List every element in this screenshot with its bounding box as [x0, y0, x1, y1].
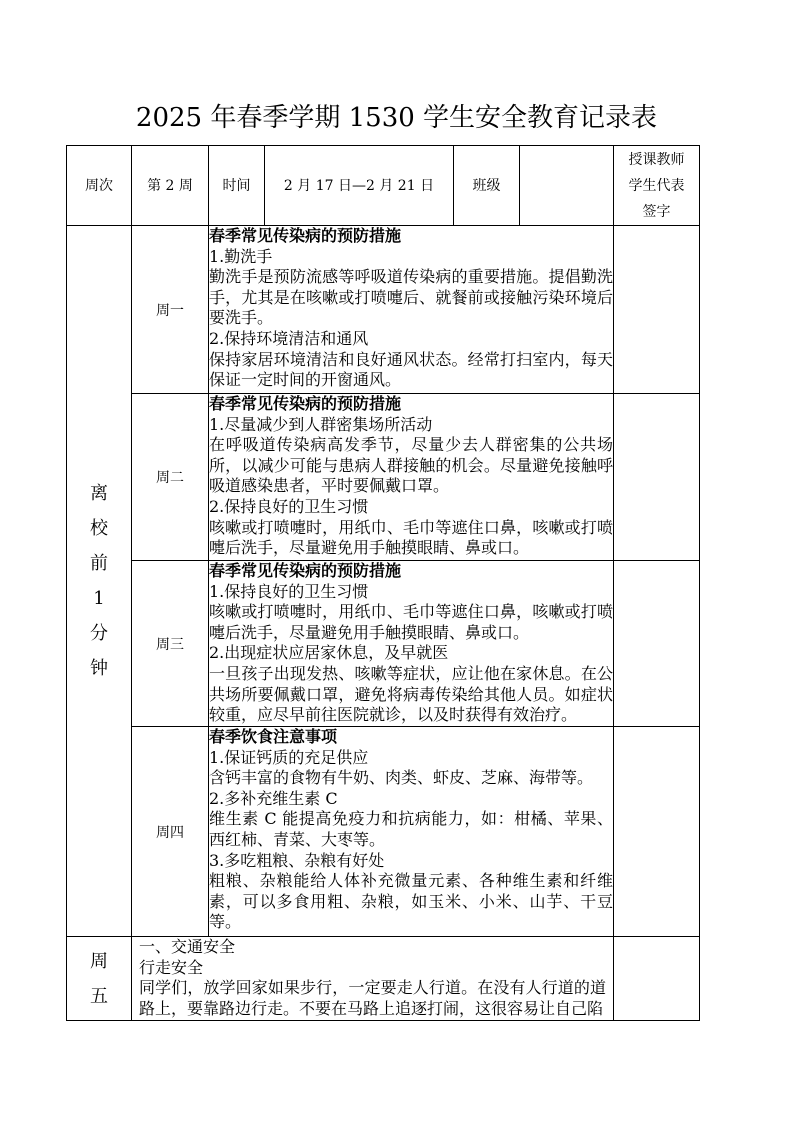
day-content	[209, 226, 613, 392]
day-label: 周二	[132, 394, 209, 561]
day-row-wednesday	[67, 561, 700, 727]
item-heading: 1.保持良好的卫生习惯	[209, 581, 369, 601]
day-content-cell	[209, 226, 614, 394]
day-label: 周四	[132, 727, 209, 937]
day-content-cell	[209, 727, 614, 937]
day-content-cell	[209, 561, 614, 727]
day-label: 周一	[132, 226, 209, 394]
signature-cell	[614, 561, 700, 727]
topic-heading: 春季常见传染病的预防措施	[209, 226, 402, 245]
topic-heading: 春季常见传染病的预防措施	[209, 561, 402, 580]
item-heading: 2.出现症状应居家休息，及早就医	[209, 643, 449, 663]
signature-cell	[614, 394, 700, 561]
day-content	[139, 937, 606, 1020]
signature-header-line: 授课教师	[628, 151, 685, 168]
item-text: 勤洗手是预防流感等呼吸道传染病的重要措施。提倡勤洗手，尤其是在咳嗽或打喷嚏后、就餐前或接触污染环境后要洗手。	[209, 267, 613, 328]
document-title: 2025 年春季学期 1530 学生安全教育记录表	[135, 103, 658, 133]
section-label	[67, 476, 131, 686]
item-heading: 1.尽量减少到人群密集场所活动	[209, 414, 433, 434]
friday-label	[67, 944, 131, 1014]
day-content-cell	[209, 394, 614, 561]
signature-cell	[614, 937, 700, 1021]
day-row-tuesday	[67, 394, 700, 561]
friday-label-cell	[67, 937, 132, 1021]
item-text: 咳嗽或打喷嚏时，用纸巾、毛巾等遮住口鼻，咳嗽或打喷嚏后洗手，尽量避免用手触摸眼睛、鼻或口。	[209, 517, 613, 558]
item-heading: 2.多补充维生素 C	[209, 788, 338, 808]
day-content	[209, 561, 613, 725]
section-label-char: 钟	[90, 658, 108, 679]
item-text: 一旦孩子出现发热、咳嗽等症状，应让他在家休息。在公共场所要佩戴口罩，避免将病毒传染给其他人员。如症状较重，应尽早前往医院就诊，以及时获得有效治疗。	[209, 663, 613, 725]
day-row-friday	[67, 937, 700, 1021]
day-content-cell	[132, 937, 614, 1021]
item-heading: 3.多吃粗粮、杂粮有好处	[209, 850, 385, 870]
day-row-monday	[67, 226, 700, 394]
day-content	[209, 727, 613, 935]
week-label: 周次	[67, 146, 132, 226]
friday-label-char: 五	[90, 985, 108, 1007]
signature-header-line: 学生代表	[628, 177, 685, 194]
signature-header-line: 签字	[642, 203, 671, 220]
item-heading: 2.保持环境清洁和通风	[209, 328, 369, 348]
section-label-char: 1	[93, 588, 105, 609]
class-label: 班级	[454, 146, 520, 226]
header-row	[67, 146, 700, 226]
item-heading: 1.勤洗手	[209, 246, 273, 266]
item-text: 行走安全	[139, 957, 204, 977]
signature-cell	[614, 727, 700, 937]
item-text: 同学们，放学回家如果步行，一定要走人行道。在没有人行道的道路上，要靠路边行走。不要在马路上追逐打闹，这很容易让自己陷	[139, 978, 606, 1018]
signature-header	[614, 146, 700, 226]
day-content	[209, 394, 613, 559]
time-value: 2 月 17 日—2 月 21 日	[265, 146, 454, 226]
item-heading: 一、交通安全	[139, 937, 236, 956]
time-label: 时间	[209, 146, 265, 226]
section-label-char: 校	[90, 518, 108, 539]
item-text: 在呼吸道传染病高发季节，尽量少去人群密集的公共场所，以减少可能与患病人群接触的机会。尽量避免接触呼吸道感染患者，平时要佩戴口罩。	[209, 435, 613, 496]
topic-heading: 春季常见传染病的预防措施	[209, 394, 402, 413]
item-text: 粗粮、杂粮能给人体补充微量元素、各种维生素和纤维素，可以多食用粗、杂粮，如玉米、小米、山芋、干豆等。	[209, 871, 613, 932]
section-label-char: 分	[90, 623, 108, 644]
item-text: 维生素 C 能提高免疫力和抗病能力，如：柑橘、苹果、西红柿、青菜、大枣等。	[209, 809, 613, 849]
section-label-char: 离	[90, 483, 108, 504]
item-text: 保持家居环境清洁和良好通风状态。经常打扫室内，每天保证一定时间的开窗通风。	[209, 349, 613, 390]
item-text: 含钙丰富的食物有牛奶、肉类、虾皮、芝麻、海带等。	[209, 768, 594, 788]
friday-label-char: 周	[90, 950, 108, 972]
item-heading: 1.保证钙质的充足供应	[209, 747, 369, 767]
day-row-thursday	[67, 727, 700, 937]
item-heading: 2.保持良好的卫生习惯	[209, 496, 369, 516]
week-value: 第 2 周	[132, 146, 209, 226]
topic-heading: 春季饮食注意事项	[209, 727, 338, 746]
signature-cell	[614, 226, 700, 394]
safety-record-table	[66, 145, 700, 1021]
day-label: 周三	[132, 561, 209, 727]
class-value-cell	[520, 146, 614, 226]
item-text: 咳嗽或打喷嚏时，用纸巾、毛巾等遮住口鼻，咳嗽或打喷嚏后洗手，尽量避免用手触摸眼睛、鼻或口。	[209, 602, 613, 642]
section-label-char: 前	[90, 553, 108, 574]
section-label-cell	[67, 226, 132, 937]
